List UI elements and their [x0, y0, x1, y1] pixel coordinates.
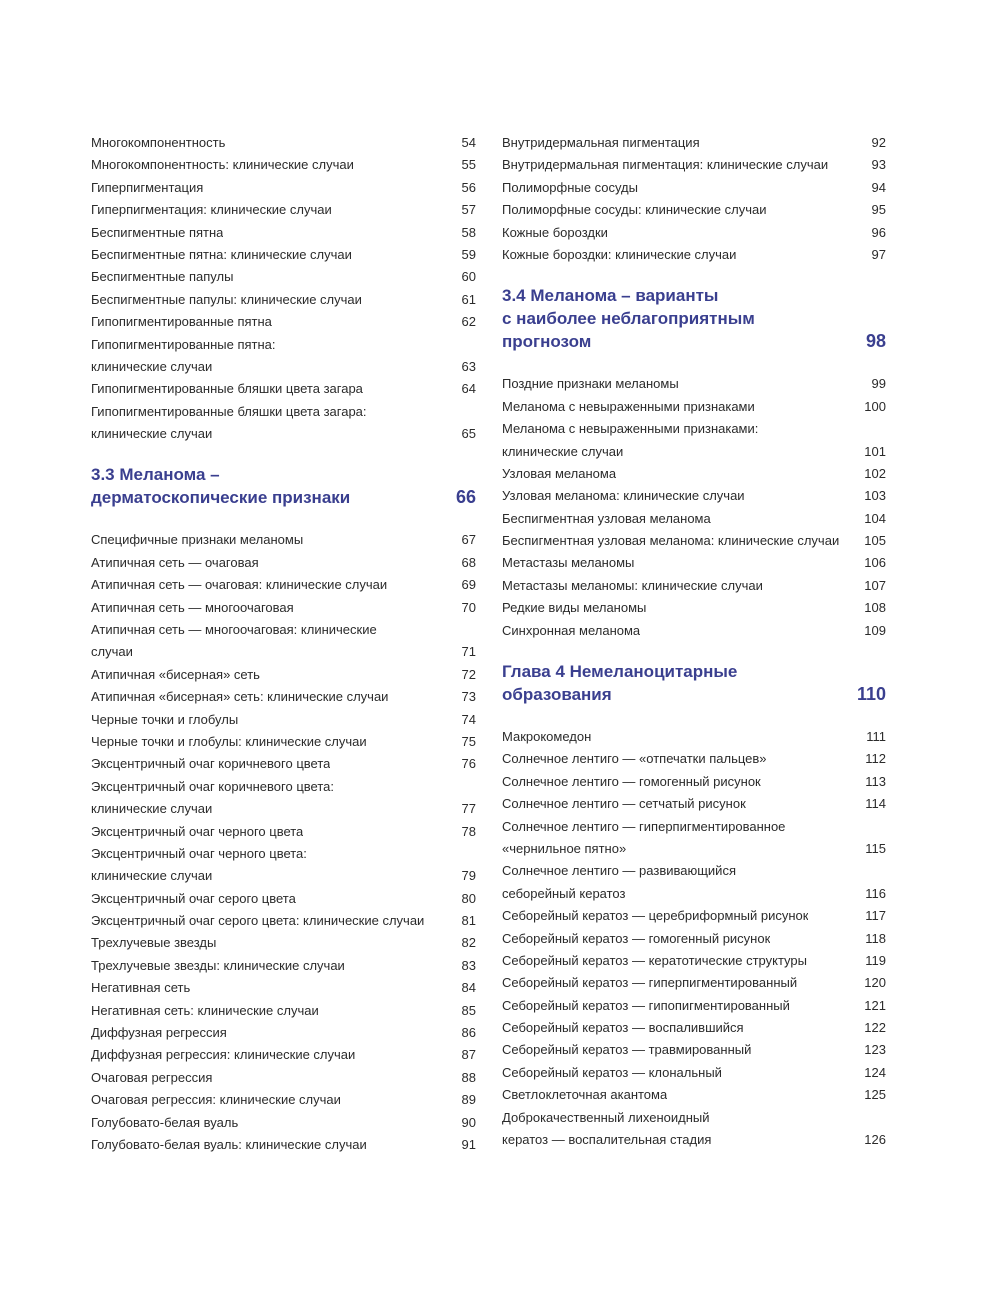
- toc-entry-page: 70: [461, 599, 476, 615]
- toc-entry[interactable]: [502, 905, 886, 927]
- toc-entry-page: 57: [461, 202, 476, 218]
- toc-entry-title: Метастазы меланомы: клинические случаи: [502, 577, 763, 593]
- toc-entry-page: 116: [865, 885, 886, 901]
- toc-entry-page: 111: [866, 729, 886, 745]
- toc-entry[interactable]: [502, 793, 886, 815]
- toc-entry-page: 75: [461, 733, 476, 749]
- toc-entry[interactable]: [502, 883, 886, 905]
- section-heading[interactable]: [91, 463, 476, 509]
- toc-entry-title: Гипопигментированные пятна: [91, 314, 272, 330]
- toc-entry-page: 71: [461, 644, 476, 660]
- toc-entry[interactable]: [502, 1062, 886, 1084]
- toc-entry[interactable]: [502, 396, 886, 418]
- toc-entry-page: 62: [461, 314, 476, 330]
- toc-entry[interactable]: [502, 1040, 886, 1062]
- toc-entry[interactable]: [91, 798, 476, 820]
- toc-entry[interactable]: [502, 972, 886, 994]
- toc-entry[interactable]: [91, 154, 476, 176]
- toc-entry-page: 107: [864, 577, 886, 593]
- toc-entry-title: клинические случаи: [91, 868, 213, 884]
- toc-entry-title: Эксцентричный очаг черного цвета:: [91, 845, 307, 861]
- toc-entry-page: 122: [864, 1020, 886, 1036]
- toc-entry[interactable]: [91, 888, 476, 910]
- toc-entry-page: 80: [461, 890, 476, 906]
- toc-entry[interactable]: [91, 1134, 476, 1156]
- toc-entry-title: Атипичная сеть — очаговая: [91, 554, 259, 570]
- toc-entry-page: 104: [864, 510, 886, 526]
- toc-entry-title: Очаговая регрессия: клинические случаи: [91, 1092, 341, 1108]
- toc-entry-title: Специфичные признаки меланомы: [91, 532, 304, 548]
- toc-entry[interactable]: [91, 529, 476, 551]
- toc-entry-page: 74: [461, 711, 476, 727]
- section-page-number: 110: [856, 684, 886, 705]
- toc-entry-page: 125: [864, 1087, 886, 1103]
- toc-entry[interactable]: [91, 865, 476, 887]
- toc-entry[interactable]: [502, 838, 886, 860]
- toc-entry-page: 72: [461, 666, 476, 682]
- toc-entry-title: клинические случаи: [91, 801, 213, 817]
- toc-entry[interactable]: [91, 709, 476, 731]
- toc-entry-page: 65: [461, 426, 476, 442]
- toc-entry[interactable]: [91, 977, 476, 999]
- toc-entry-page: 114: [865, 796, 886, 812]
- toc-entry-title: случаи: [91, 644, 133, 660]
- toc-entry-title: Трехлучевые звезды: клинические случаи: [91, 957, 345, 973]
- toc-entry-title: себорейный кератоз: [502, 885, 626, 901]
- toc-entry-title: Меланома с невыраженными признаками: [502, 398, 755, 414]
- toc-entry[interactable]: [502, 244, 886, 266]
- toc-entry[interactable]: [502, 928, 886, 950]
- toc-entry[interactable]: [502, 463, 886, 485]
- toc-entry-page: 86: [461, 1025, 476, 1041]
- toc-entry-title: Солнечное лентиго — гиперпигментированное: [502, 818, 786, 834]
- toc-entry-title: Солнечное лентиго — развивающийся: [502, 863, 736, 879]
- toc-entry-title: Беспигментные папулы: [91, 269, 234, 285]
- toc-entry[interactable]: [91, 597, 476, 619]
- toc-entry-page: 55: [461, 157, 476, 173]
- toc-entry-title: Солнечное лентиго — сетчатый рисунок: [502, 796, 746, 812]
- toc-entry[interactable]: [91, 843, 476, 865]
- toc-entry-page: 56: [461, 179, 476, 195]
- toc-entry[interactable]: [91, 641, 476, 663]
- toc-entry-title: Атипичная сеть — очаговая: клинические случаи: [91, 577, 388, 593]
- toc-entry-title: клинические случаи: [91, 426, 213, 442]
- toc-entry[interactable]: [502, 726, 886, 748]
- toc-entry-page: 120: [864, 975, 886, 991]
- toc-entry-title: Полиморфные сосуды: клинические случаи: [502, 202, 767, 218]
- toc-entry[interactable]: [91, 664, 476, 686]
- toc-entry-title: Себорейный кератоз — травмированный: [502, 1042, 752, 1058]
- toc-entry[interactable]: [502, 1107, 886, 1129]
- toc-entry[interactable]: [91, 1067, 476, 1089]
- toc-entry-page: 68: [461, 554, 476, 570]
- toc-entry-title: Внутридермальная пигментация: клинические случаи: [502, 157, 829, 173]
- toc-entry[interactable]: [502, 597, 886, 619]
- toc-entry[interactable]: [91, 334, 476, 356]
- toc-entry[interactable]: [502, 373, 886, 395]
- toc-entry-page: 59: [461, 246, 476, 262]
- toc-entry[interactable]: [502, 1017, 886, 1039]
- toc-entry-page: 87: [461, 1047, 476, 1063]
- toc-entry-title: Диффузная регрессия: [91, 1025, 227, 1041]
- toc-entry-page: 78: [461, 823, 476, 839]
- toc-entry[interactable]: [91, 1089, 476, 1111]
- toc-entry-page: 106: [864, 555, 886, 571]
- toc-entry-page: 100: [864, 398, 886, 414]
- toc-entry-page: 101: [864, 443, 886, 459]
- toc-entry-title: Черные точки и глобулы: клинические случаи: [91, 733, 367, 749]
- toc-entry-title: Себорейный кератоз — гомогенный рисунок: [502, 930, 771, 946]
- toc-entry-page: 77: [461, 801, 476, 817]
- toc-entry-page: 89: [461, 1092, 476, 1108]
- toc-entry[interactable]: [91, 619, 476, 641]
- section-spacer: [91, 445, 476, 463]
- toc-entry-page: 115: [865, 840, 886, 856]
- toc-entry-title: Узловая меланома: [502, 465, 617, 481]
- toc-entry-title: Макрокомедон: [502, 729, 592, 745]
- toc-entry-title: Беспигментные папулы: клинические случаи: [91, 291, 362, 307]
- toc-entry[interactable]: [502, 530, 886, 552]
- toc-entry-page: 81: [461, 913, 476, 929]
- toc-entry-page: 109: [864, 622, 886, 638]
- toc-entry-title: Эксцентричный очаг серого цвета: клинические случаи: [91, 913, 425, 929]
- section-spacer: [502, 706, 886, 726]
- toc-entry-page: 58: [461, 224, 476, 240]
- toc-entry[interactable]: [91, 1112, 476, 1134]
- toc-entry-title: «чернильное пятно»: [502, 840, 627, 856]
- toc-entry-page: 54: [461, 134, 476, 150]
- toc-entry-title: Себорейный кератоз — церебриформный рисунок: [502, 908, 809, 924]
- toc-entry[interactable]: [91, 910, 476, 932]
- toc-entry-title: Гиперпигментация: клинические случаи: [91, 202, 332, 218]
- section-spacer: [502, 642, 886, 660]
- toc-entry-title: Эксцентричный очаг коричневого цвета:: [91, 778, 334, 794]
- section-spacer: [91, 509, 476, 529]
- section-spacer: [502, 353, 886, 373]
- section-spacer: [502, 266, 886, 284]
- toc-entry[interactable]: [502, 222, 886, 244]
- toc-entry-title: Внутридермальная пигментация: [502, 134, 700, 150]
- toc-entry[interactable]: [91, 266, 476, 288]
- toc-entry-title: Гипопигментированные бляшки цвета загара:: [91, 403, 367, 419]
- toc-entry-page: 119: [865, 952, 886, 968]
- toc-entry[interactable]: [91, 222, 476, 244]
- toc-entry-page: 69: [461, 577, 476, 593]
- toc-entry-page: 118: [865, 930, 886, 946]
- toc-entry-title: Многокомпонентность: клинические случаи: [91, 157, 354, 173]
- toc-entry-page: 113: [865, 773, 886, 789]
- section-title: 3.4 Меланома – варианты с наиболее неблагоприятным прогнозом: [502, 286, 755, 352]
- toc-entry[interactable]: [91, 933, 476, 955]
- toc-entry-page: 85: [461, 1002, 476, 1018]
- toc-entry-title: Гипопигментированные пятна:: [91, 336, 276, 352]
- toc-entry-title: Себорейный кератоз — клональный: [502, 1064, 722, 1080]
- toc-entry-page: 96: [871, 224, 886, 240]
- toc-entry-page: 105: [864, 533, 886, 549]
- toc-entry[interactable]: [502, 620, 886, 642]
- toc-entry-title: Полиморфные сосуды: [502, 179, 638, 195]
- toc-entry-page: 91: [461, 1137, 476, 1152]
- toc-entry-page: 61: [461, 291, 476, 307]
- toc-entry-page: 117: [865, 908, 886, 924]
- toc-entry-title: Атипичная сеть — многоочаговая: клинические: [91, 622, 377, 638]
- toc-entry[interactable]: [91, 955, 476, 977]
- toc-entry-page: 63: [461, 358, 476, 374]
- toc-entry-page: 123: [864, 1042, 886, 1058]
- toc-entry[interactable]: [91, 1000, 476, 1022]
- toc-entry-page: 94: [871, 179, 886, 195]
- toc-entry-title: Негативная сеть: [91, 980, 191, 996]
- toc-entry[interactable]: [91, 574, 476, 596]
- toc-entry[interactable]: [91, 552, 476, 574]
- toc-entry[interactable]: [91, 686, 476, 708]
- toc-entry-page: 102: [864, 465, 886, 481]
- toc-entry[interactable]: [502, 132, 886, 154]
- toc-entry-title: Очаговая регрессия: [91, 1069, 213, 1085]
- toc-entry-title: Солнечное лентиго — гомогенный рисунок: [502, 773, 761, 789]
- section-page-number: 98: [865, 331, 886, 352]
- toc-entry-title: Трехлучевые звезды: [91, 935, 217, 951]
- toc-entry-title: Метастазы меланомы: [502, 555, 635, 571]
- toc-entry[interactable]: [91, 1022, 476, 1044]
- toc-entry-page: 82: [461, 935, 476, 951]
- toc-entry-title: Солнечное лентиго — «отпечатки пальцев»: [502, 751, 767, 767]
- toc-entry-title: Кожные бороздки: клинические случаи: [502, 246, 737, 262]
- toc-entry-title: Голубовато-белая вуаль: [91, 1114, 239, 1130]
- toc-entry[interactable]: [502, 552, 886, 574]
- toc-entry[interactable]: [91, 753, 476, 775]
- toc-entry[interactable]: [502, 1084, 886, 1106]
- toc-entry-title: Эксцентричный очаг черного цвета: [91, 823, 304, 839]
- toc-entry-page: 112: [865, 751, 886, 767]
- toc-left-column: [91, 132, 476, 1156]
- toc-entry-title: Редкие виды меланомы: [502, 600, 647, 616]
- toc-entry-title: Многокомпонентность: [91, 134, 226, 150]
- toc-right-column: [502, 132, 886, 1151]
- toc-entry-page: 79: [461, 868, 476, 884]
- toc-entry-page: 108: [864, 600, 886, 616]
- toc-entry[interactable]: [502, 748, 886, 770]
- toc-entry-title: Беспигментные пятна: [91, 224, 224, 240]
- toc-entry[interactable]: [502, 177, 886, 199]
- toc-entry-page: 84: [461, 980, 476, 996]
- toc-entry-title: Синхронная меланома: [502, 622, 641, 638]
- section-heading[interactable]: [502, 284, 886, 353]
- toc-entry[interactable]: [502, 950, 886, 972]
- toc-entry-page: 97: [871, 246, 886, 262]
- toc-entry[interactable]: [91, 244, 476, 266]
- toc-entry[interactable]: [502, 508, 886, 530]
- toc-entry[interactable]: [91, 776, 476, 798]
- toc-entry[interactable]: [91, 132, 476, 154]
- toc-entry-page: 90: [461, 1114, 476, 1130]
- toc-entry-title: Узловая меланома: клинические случаи: [502, 488, 745, 504]
- toc-entry[interactable]: [91, 731, 476, 753]
- toc-entry-title: Эксцентричный очаг коричневого цвета: [91, 756, 331, 772]
- toc-entry[interactable]: [502, 485, 886, 507]
- toc-entry-title: Беспигментная узловая меланома: [502, 510, 711, 526]
- toc-entry-page: 124: [864, 1064, 886, 1080]
- toc-entry-page: 73: [461, 689, 476, 705]
- toc-entry-title: Эксцентричный очаг серого цвета: [91, 890, 296, 906]
- toc-entry[interactable]: [91, 289, 476, 311]
- toc-entry-title: Атипичная «бисерная» сеть: [91, 666, 260, 682]
- toc-entry-title: Себорейный кератоз — гипопигментированный: [502, 997, 790, 1013]
- toc-entry-title: Черные точки и глобулы: [91, 711, 239, 727]
- toc-entry[interactable]: [91, 311, 476, 333]
- toc-entry-page: 67: [461, 532, 476, 548]
- toc-entry-title: клинические случаи: [502, 443, 624, 459]
- toc-entry-title: Себорейный кератоз — гиперпигментированный: [502, 975, 798, 991]
- toc-entry-page: 126: [864, 1132, 886, 1148]
- toc-entry-page: 103: [864, 488, 886, 504]
- toc-entry-page: 83: [461, 957, 476, 973]
- toc-entry[interactable]: [502, 771, 886, 793]
- toc-entry-page: 60: [461, 269, 476, 285]
- section-title: 3.3 Меланома – дерматоскопические признаки: [91, 465, 351, 508]
- toc-entry-page: 93: [871, 157, 886, 173]
- toc-entry[interactable]: [91, 423, 476, 445]
- toc-entry[interactable]: [91, 401, 476, 423]
- section-title: Глава 4 Немеланоцитарные образования: [502, 662, 738, 705]
- toc-entry[interactable]: [91, 356, 476, 378]
- toc-entry-title: Гиперпигментация: [91, 179, 204, 195]
- toc-entry[interactable]: [91, 199, 476, 221]
- toc-entry[interactable]: [502, 1129, 886, 1151]
- toc-entry-title: Меланома с невыраженными признаками:: [502, 421, 759, 437]
- toc-entry-title: Голубовато-белая вуаль: клинические случаи: [91, 1137, 367, 1152]
- toc-entry-title: Гипопигментированные бляшки цвета загара: [91, 381, 363, 397]
- toc-entry[interactable]: [502, 199, 886, 221]
- toc-entry-page: 64: [461, 381, 476, 397]
- toc-entry[interactable]: [502, 860, 886, 882]
- section-page-number: 66: [455, 487, 476, 508]
- toc-entry[interactable]: [91, 821, 476, 843]
- toc-entry-title: Диффузная регрессия: клинические случаи: [91, 1047, 356, 1063]
- toc-entry[interactable]: [91, 177, 476, 199]
- toc-entry-title: Доброкачественный лихеноидный: [502, 1109, 710, 1125]
- toc-entry-title: Светлоклеточная акантома: [502, 1087, 668, 1103]
- toc-entry-title: клинические случаи: [91, 358, 213, 374]
- toc-entry-title: Себорейный кератоз — воспалившийся: [502, 1020, 744, 1036]
- toc-entry-page: 121: [864, 997, 886, 1013]
- toc-entry[interactable]: [502, 995, 886, 1017]
- toc-entry[interactable]: [502, 154, 886, 176]
- toc-entry-title: Негативная сеть: клинические случаи: [91, 1002, 319, 1018]
- toc-entry[interactable]: [502, 575, 886, 597]
- toc-entry-title: Беспигментные пятна: клинические случаи: [91, 246, 352, 262]
- toc-entry[interactable]: [91, 378, 476, 400]
- toc-entry-title: кератоз — воспалительная стадия: [502, 1132, 712, 1148]
- toc-entry-page: 76: [461, 756, 476, 772]
- toc-entry-title: Беспигментная узловая меланома: клинические случаи: [502, 533, 840, 549]
- toc-entry-title: Себорейный кератоз — кератотические структуры: [502, 952, 807, 968]
- toc-entry-title: Поздние признаки меланомы: [502, 376, 679, 392]
- toc-entry-page: 92: [871, 134, 886, 150]
- toc-entry-page: 95: [871, 202, 886, 218]
- toc-entry-page: 88: [461, 1069, 476, 1085]
- toc-entry[interactable]: [502, 441, 886, 463]
- section-heading[interactable]: [502, 660, 886, 706]
- toc-entry-page: 99: [871, 376, 886, 392]
- toc-entry[interactable]: [502, 418, 886, 440]
- toc-entry-title: Атипичная «бисерная» сеть: клинические случаи: [91, 689, 389, 705]
- toc-entry[interactable]: [502, 816, 886, 838]
- toc-entry-title: Атипичная сеть — многоочаговая: [91, 599, 294, 615]
- toc-entry[interactable]: [91, 1044, 476, 1066]
- toc-entry-title: Кожные бороздки: [502, 224, 608, 240]
